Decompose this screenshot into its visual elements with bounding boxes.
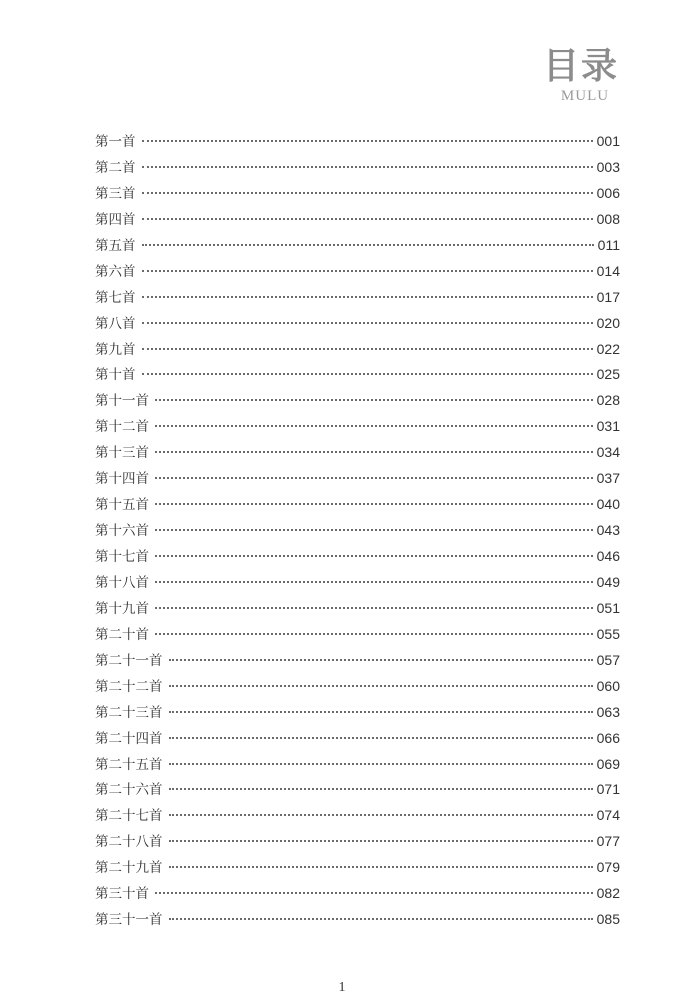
toc-entry-label: 第九首 — [95, 341, 136, 358]
toc-entry[interactable] — [95, 234, 620, 260]
toc-entry-page: 066 — [596, 729, 620, 746]
toc-entry-page: 014 — [596, 262, 620, 279]
dot-leader — [169, 684, 593, 687]
toc-entry-page: 031 — [596, 418, 620, 435]
toc-entry-label: 第五首 — [95, 237, 136, 254]
toc-entry-page: 043 — [596, 522, 620, 539]
dot-leader — [155, 606, 593, 609]
toc-entry-page: 082 — [596, 885, 620, 902]
toc-entry[interactable] — [95, 778, 620, 804]
toc-entry[interactable] — [95, 467, 620, 493]
toc-entry[interactable] — [95, 338, 620, 364]
toc-entry-page: 077 — [596, 833, 620, 850]
table-of-contents — [95, 130, 620, 934]
toc-entry[interactable] — [95, 597, 620, 623]
toc-entry-label: 第十六首 — [95, 523, 149, 540]
toc-entry-label: 第二十五首 — [95, 756, 163, 773]
toc-entry-label: 第十三首 — [95, 445, 149, 462]
toc-entry-page: 037 — [596, 470, 620, 487]
dot-leader — [169, 658, 593, 661]
dot-leader — [169, 736, 593, 739]
toc-entry-page: 069 — [596, 755, 620, 772]
toc-entry-page: 034 — [596, 444, 620, 461]
toc-entry-label: 第二十七首 — [95, 808, 163, 825]
toc-entry-label: 第十首 — [95, 367, 136, 384]
toc-entry-label: 第三十首 — [95, 886, 149, 903]
dot-leader — [142, 269, 593, 272]
dot-leader — [155, 424, 593, 427]
dot-leader — [155, 450, 593, 453]
toc-entry[interactable] — [95, 856, 620, 882]
toc-entry[interactable] — [95, 908, 620, 934]
dot-leader — [142, 217, 593, 220]
toc-entry-label: 第三十一首 — [95, 912, 163, 929]
toc-entry-page: 022 — [596, 340, 620, 357]
dot-leader — [155, 891, 593, 894]
toc-entry-label: 第二十三首 — [95, 704, 163, 721]
toc-entry-label: 第十一首 — [95, 393, 149, 410]
toc-entry[interactable] — [95, 545, 620, 571]
toc-entry[interactable] — [95, 519, 620, 545]
toc-entry-page: 001 — [596, 133, 620, 149]
toc-entry[interactable] — [95, 727, 620, 753]
dot-leader — [142, 243, 594, 246]
toc-entry-label: 第二十八首 — [95, 834, 163, 851]
toc-entry[interactable] — [95, 493, 620, 519]
toc-entry-label: 第十五首 — [95, 497, 149, 514]
dot-leader — [155, 502, 593, 505]
page-title: 目录 — [542, 45, 619, 87]
toc-entry[interactable] — [95, 701, 620, 727]
toc-entry[interactable] — [95, 623, 620, 649]
toc-entry-page: 071 — [596, 781, 620, 798]
toc-entry-page: 063 — [596, 703, 620, 720]
dot-leader — [155, 398, 593, 401]
toc-entry[interactable] — [95, 260, 620, 286]
dot-leader — [142, 372, 593, 375]
toc-entry[interactable] — [95, 286, 620, 312]
toc-entry[interactable] — [95, 415, 620, 441]
toc-entry-page: 079 — [596, 859, 620, 876]
dot-leader — [169, 710, 593, 713]
toc-entry[interactable] — [95, 882, 620, 908]
dot-leader — [169, 762, 593, 765]
toc-entry[interactable] — [95, 389, 620, 415]
toc-entry-page: 074 — [596, 807, 620, 824]
toc-entry-page: 017 — [596, 288, 620, 305]
toc-entry-page: 028 — [596, 392, 620, 409]
dot-leader — [142, 295, 593, 298]
toc-entry-page: 085 — [596, 911, 620, 928]
dot-leader — [142, 321, 593, 324]
dot-leader — [155, 528, 593, 531]
toc-entry-label: 第二十六首 — [95, 782, 163, 799]
toc-entry[interactable] — [95, 363, 620, 389]
dot-leader — [169, 813, 593, 816]
toc-entry-label: 第二十二首 — [95, 678, 163, 695]
toc-entry[interactable] — [95, 312, 620, 338]
toc-entry-page: 011 — [597, 236, 620, 253]
toc-entry[interactable] — [95, 571, 620, 597]
dot-leader — [169, 865, 593, 868]
toc-entry-label: 第二十一首 — [95, 652, 163, 669]
toc-entry-label: 第四首 — [95, 211, 136, 228]
dot-leader — [155, 580, 593, 583]
toc-entry-label: 第十九首 — [95, 600, 149, 617]
toc-entry-label: 第二十四首 — [95, 730, 163, 747]
toc-entry-label: 第十四首 — [95, 471, 149, 488]
toc-entry[interactable] — [95, 441, 620, 467]
dot-leader — [142, 347, 593, 350]
page-subtitle: MULU — [560, 88, 610, 104]
toc-entry-label: 第二十首 — [95, 626, 149, 643]
toc-entry-page: 025 — [596, 366, 620, 383]
toc-entry-page: 046 — [596, 548, 620, 564]
toc-entry-page: 020 — [596, 314, 620, 331]
toc-entry[interactable] — [95, 182, 620, 208]
dot-leader — [169, 917, 593, 920]
toc-entry-label: 第六首 — [95, 263, 136, 280]
toc-entry-label: 第一首 — [95, 134, 136, 150]
dot-leader — [142, 165, 593, 168]
toc-entry-label: 第八首 — [95, 315, 136, 332]
toc-entry[interactable] — [95, 130, 620, 156]
toc-entry[interactable] — [95, 830, 620, 856]
toc-header — [524, 44, 624, 104]
toc-entry-page: 003 — [596, 158, 620, 175]
dot-leader — [142, 191, 593, 194]
dot-leader — [169, 787, 593, 790]
toc-entry-label: 第二十九首 — [95, 860, 163, 877]
toc-entry[interactable] — [95, 753, 620, 779]
toc-entry-page: 040 — [596, 496, 620, 513]
toc-entry-label: 第十二首 — [95, 419, 149, 436]
toc-entry-page: 057 — [596, 651, 620, 668]
toc-entry-label: 第七首 — [95, 289, 136, 306]
toc-entry-label: 第十八首 — [95, 574, 149, 591]
toc-entry[interactable] — [95, 675, 620, 701]
dot-leader — [169, 839, 593, 842]
dot-leader — [155, 476, 593, 479]
toc-entry-label: 第二首 — [95, 159, 136, 176]
dot-leader — [142, 139, 593, 142]
toc-entry[interactable] — [95, 208, 620, 234]
toc-entry-label: 第十七首 — [95, 549, 149, 565]
toc-entry-page: 008 — [596, 210, 620, 227]
page-number: 1 — [338, 980, 346, 995]
dot-leader — [155, 554, 593, 557]
toc-entry[interactable] — [95, 649, 620, 675]
toc-entry-page: 060 — [596, 677, 620, 694]
toc-entry[interactable] — [95, 156, 620, 182]
toc-entry-page: 049 — [596, 573, 620, 590]
toc-entry[interactable] — [95, 804, 620, 830]
toc-entry-page: 055 — [596, 625, 620, 642]
toc-entry-page: 051 — [596, 599, 620, 616]
toc-entry-page: 006 — [596, 184, 620, 201]
toc-entry-label: 第三首 — [95, 185, 136, 202]
dot-leader — [155, 632, 593, 635]
